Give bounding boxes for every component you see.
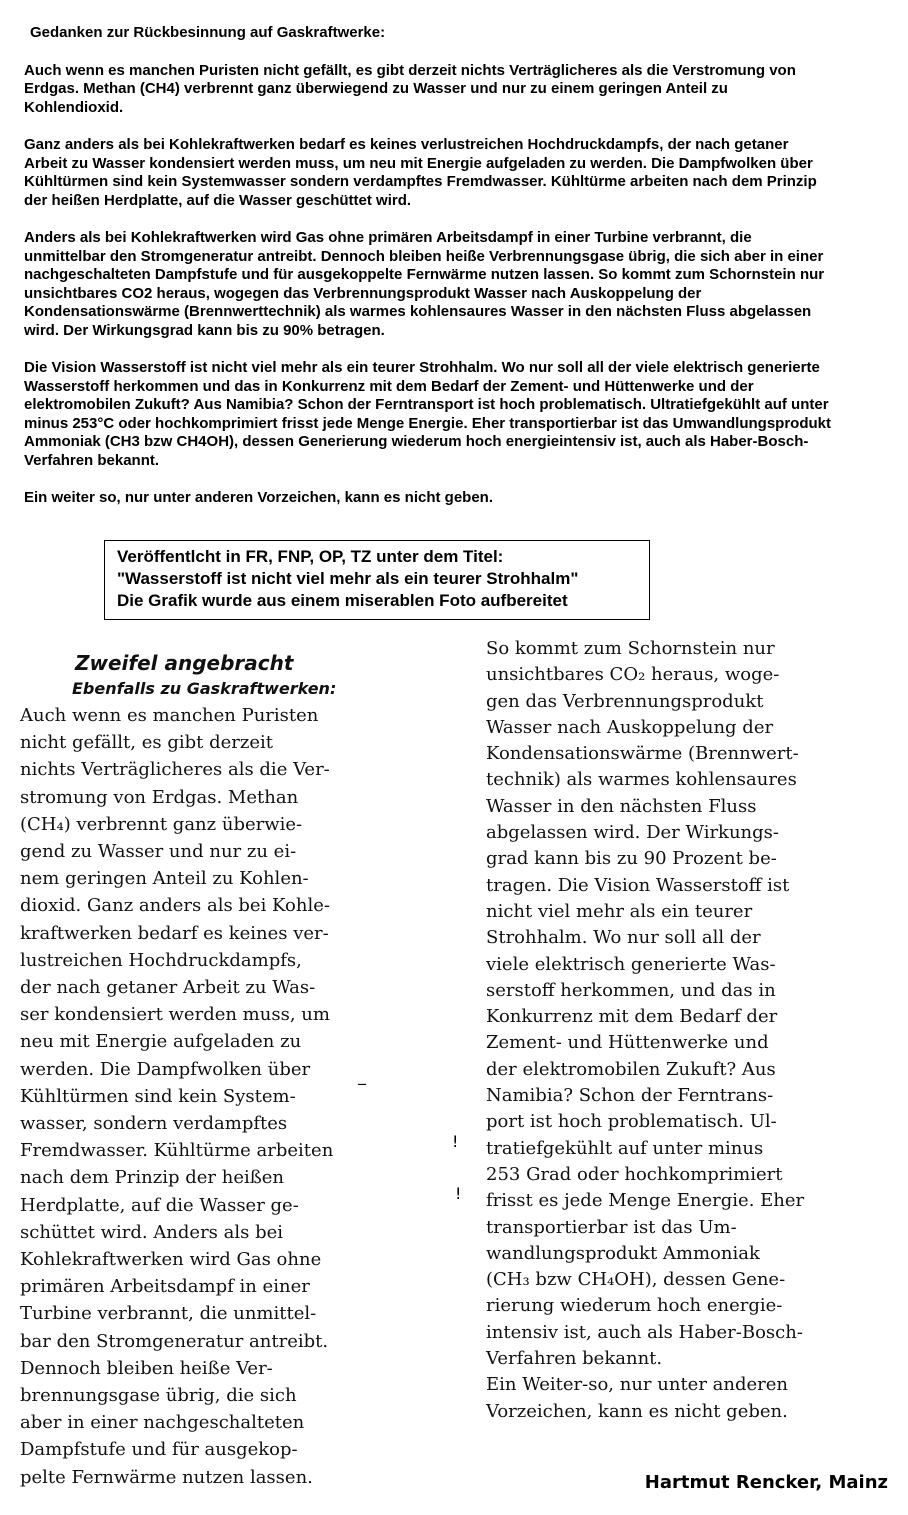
intro-paragraph (24, 229, 890, 341)
clipping-line: Fremdwasser. Kühltürme arbeiten (20, 1140, 334, 1162)
clipping-line: intensiv ist, auch als Haber-Bosch- (486, 1321, 803, 1343)
clipping-right-text (486, 636, 886, 1425)
scan-artifact-mark: _ (358, 1066, 366, 1085)
intro-line: Verfahren bekannt. (24, 452, 160, 470)
intro-paragraphs (24, 62, 890, 508)
notice-line: "Wasserstoff ist nicht viel mehr als ein teurer Strohhalm" (117, 569, 579, 588)
intro-line: unmittelbar den Stromgeneratur antreibt. Dennoch bleiben heiße Verbrennungsgase übrig, die sich aber in einer (24, 247, 824, 265)
clipping-line: viele elektrisch generierte Was- (486, 953, 776, 975)
clipping-line: schüttet wird. Anders als bei (20, 1221, 284, 1243)
clipping-line: transportierbar ist das Um- (486, 1216, 737, 1238)
intro-line: Ganz anders als bei Kohlekraftwerken bedarf es keines verlustreichen Hochdruckdampfs, der nach getaner (24, 135, 789, 153)
intro-line: Erdgas. Methan (CH4) verbrennt ganz überwiegend zu Wasser und nur zu einem geringen Anteil zu (24, 80, 728, 98)
clipping-line: werden. Die Dampfwolken über (20, 1058, 311, 1080)
clipping-line: frisst es jede Menge Energie. Eher (486, 1190, 805, 1212)
clipping-line: tragen. Die Vision Wasserstoff ist (486, 874, 790, 896)
scan-artifact-mark: ! (452, 1132, 459, 1151)
clipping-line: primären Arbeitsdampf in einer (20, 1276, 310, 1298)
clipping-line: port ist hoch problematisch. Ul- (486, 1111, 777, 1133)
clipping-line: brennungsgase übrig, die sich (20, 1385, 297, 1407)
clipping-line: Zement- und Hüttenwerke und (486, 1032, 769, 1054)
clipping-line: Ein Weiter-so, nur unter anderen (486, 1374, 789, 1396)
clipping-line: Herdplatte, auf die Wasser ge- (20, 1194, 299, 1216)
intro-line: Anders als bei Kohlekraftwerken wird Gas ohne primären Arbeitsdampf in einer Turbine verbrannt, die (24, 228, 752, 246)
clipping-line: unsichtbares CO₂ heraus, woge- (486, 664, 780, 686)
intro-paragraph (24, 62, 890, 118)
intro-paragraph (24, 489, 890, 508)
clipping-signature: Hartmut Rencker, Mainz (644, 1472, 888, 1493)
clipping-line: stromung von Erdgas. Methan (20, 786, 299, 808)
clipping-line: grad kann bis zu 90 Prozent be- (486, 848, 777, 870)
clipping-line: So kommt zum Schornstein nur (486, 638, 775, 659)
clipping-line: technik) als warmes kohlensaures (486, 769, 797, 791)
clipping-line: 253 Grad oder hochkomprimiert (486, 1163, 783, 1185)
clipping-line: Konkurrenz mit dem Bedarf der (486, 1006, 778, 1028)
intro-paragraph (24, 359, 890, 471)
clipping-line: Strohhalm. Wo nur soll all der (486, 927, 761, 949)
intro-line: Auch wenn es manchen Puristen nicht gefällt, es gibt derzeit nichts Verträglicheres als die Verstromung von (24, 61, 796, 79)
clipping-line: abgelassen wird. Der Wirkungs- (486, 822, 779, 844)
intro-heading: Gedanken zur Rückbesinnung auf Gaskraftwerke: (30, 24, 386, 41)
clipping-line: Turbine verbrannt, die unmittel- (20, 1303, 317, 1325)
intro-line: minus 253°C oder hochkomprimiert frisst jede Menge Energie. Eher transportierbar ist das Umwandlungsprodukt (24, 414, 832, 432)
clipping-line: nichts Verträglicheres als die Ver- (20, 759, 330, 781)
clipping-line: Vorzeichen, kann es nicht geben. (486, 1400, 788, 1422)
clipping-line: dioxid. Ganz anders als bei Kohle- (20, 895, 330, 917)
clipping-line: Verfahren bekannt. (486, 1348, 663, 1370)
clipping-line: Dennoch bleiben heiße Ver- (20, 1357, 273, 1379)
clipping-line: nach dem Prinzip der heißen (20, 1167, 285, 1189)
clipping-line: nicht gefällt, es gibt derzeit (20, 732, 274, 754)
clipping-line: Wasser nach Auskoppelung der (486, 716, 774, 738)
clipping-line: Kohlekraftwerken wird Gas ohne (20, 1249, 322, 1271)
clipping-line: kraftwerken bedarf es keines ver- (20, 922, 329, 944)
intro-line: Ein weiter so, nur unter anderen Vorzeichen, kann es nicht geben. (24, 489, 493, 507)
clipping-left-column (20, 650, 460, 1491)
clipping-line: Wasser in den nächsten Fluss (486, 795, 757, 817)
clipping-line: gen das Verbrennungsprodukt (486, 690, 764, 712)
intro-paragraph (24, 136, 890, 210)
intro-line: nachgeschalteten Dampfstufe und für ausgekoppelte Fernwärme nutzen lassen. So kommt zum Schornstein nur (24, 266, 825, 284)
clipping-line: neu mit Energie aufgeladen zu (20, 1031, 302, 1053)
intro-line: Kohlendioxid. (24, 98, 124, 116)
clipping-line: ser kondensiert werden muss, um (20, 1004, 330, 1026)
clipping-line: (CH₃ bzw CH₄OH), dessen Gene- (486, 1269, 786, 1291)
clipping-line: Auch wenn es manchen Puristen (20, 705, 319, 726)
notice-line: Veröffentlcht in FR, FNP, OP, TZ unter dem Titel: (117, 547, 504, 566)
clipping-line: wandlungsprodukt Ammoniak (486, 1242, 760, 1264)
intro-line: Arbeit zu Wasser kondensiert werden muss, um neu mit Energie aufgeladen zu werden. Die Dampfwolken über (24, 154, 813, 172)
clipping-line: (CH₄) verbrennt ganz überwie- (20, 813, 303, 835)
clipping-left-text (20, 702, 460, 1491)
intro-line: elektromobilen Zukuft? Aus Namibia? Schon der Ferntransport ist hoch problematisch. Ultratiefgekühlt auf unter (24, 396, 829, 414)
intro-line: der heißen Herdplatte, auf die Wasser geschüttet wird. (24, 191, 412, 209)
clipping-line: nem geringen Anteil zu Kohlen- (20, 868, 309, 890)
clipping-line: Kühltürmen sind kein System- (20, 1085, 296, 1107)
scan-artifact-mark: ! (455, 1184, 462, 1203)
clipping-line: aber in einer nachgeschalteten (20, 1412, 305, 1434)
notice-line: Die Grafik wurde aus einem miserablen Foto aufbereitet (117, 591, 568, 610)
clipping-subtitle: Ebenfalls zu Gaskraftwerken: (72, 679, 337, 698)
intro-text (24, 24, 890, 526)
clipping-line: Kondensationswärme (Brennwert- (486, 743, 799, 765)
clipping-line: wasser, sondern verdampftes (20, 1113, 288, 1135)
intro-line: Wasserstoff herkommen und das in Konkurrenz mit dem Bedarf der Zement- und Hüttenwerke und der (24, 377, 754, 395)
clipping-line: serstoff herkommen, und das in (486, 979, 776, 1001)
intro-line: wird. Der Wirkungsgrad kann bis zu 90% betragen. (24, 321, 385, 339)
publication-notice-box (104, 540, 650, 620)
clipping-line: Dampfstufe und für ausgekop- (20, 1439, 298, 1461)
clipping-line: nicht viel mehr als ein teurer (486, 900, 753, 922)
clipping-right-column (486, 636, 886, 1425)
clipping-line: der nach getaner Arbeit zu Was- (20, 977, 316, 999)
clipping-line: bar den Stromgeneratur antreibt. (20, 1330, 329, 1352)
clipping-line: gend zu Wasser und nur zu ei- (20, 841, 297, 863)
intro-line: Ammoniak (CH3 bzw CH4OH), dessen Generierung wiederum hoch energieintensiv ist, auch als Haber-Bosch- (24, 433, 809, 451)
clipping-line: der elektromobilen Zukuft? Aus (486, 1058, 776, 1080)
intro-line: Die Vision Wasserstoff ist nicht viel mehr als ein teurer Strohhalm. Wo nur soll all der viele elektrisch generierte (24, 359, 820, 377)
clipping-line: pelte Fernwärme nutzen lassen. (20, 1466, 313, 1488)
intro-line: Kondensationswärme (Brennwerttechnik) als warmes kohlensaures Wasser in den nächsten Fluss abgelassen (24, 303, 812, 321)
clipping-line: Namibia? Schon der Ferntrans- (486, 1085, 774, 1107)
intro-line: unsichtbares CO2 heraus, wogegen das Verbrennungsprodukt Wasser nach Auskoppelung der (24, 284, 702, 302)
clipping-line: lustreichen Hochdruckdampfs, (20, 949, 302, 971)
clipping-line: rierung wiederum hoch energie- (486, 1295, 783, 1317)
intro-line: Kühltürmen sind kein Systemwasser sondern verdampftes Fremdwasser. Kühltürme arbeiten nach dem Prinzip (24, 173, 817, 191)
clipping-title: Zweifel angebracht (75, 651, 294, 675)
clipping-line: tratiefgekühlt auf unter minus (486, 1137, 764, 1159)
